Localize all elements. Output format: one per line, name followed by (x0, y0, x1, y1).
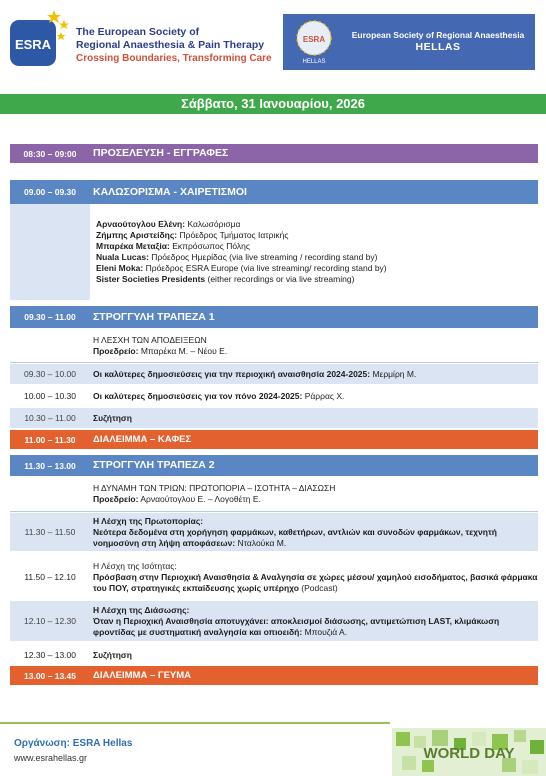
time-cell: 11.00 – 11.30 (24, 434, 76, 445)
esra-hellas-logo (283, 14, 535, 70)
world-day-logo (392, 728, 546, 776)
time-cell: 09.30 – 10.00 (10, 364, 90, 384)
talk-title: Η Λέσχη της Πρωτοπορίας: Νεότερα δεδομένα στη χορήγηση φαρμάκων, καθετήρων, αντλιών και συνοδών φαρμάκων, τεχνητή νοημοσύνη στη λήψη αποφάσεων: Νταλούκα Μ. (93, 515, 497, 548)
schedule-row-talk5 (10, 601, 538, 641)
time-cell: 12.10 – 12.30 (10, 601, 90, 641)
speaker-line: Nuala Lucas: Πρόεδρος Ημερίδας (via live streaming / recording stand by) (96, 252, 378, 262)
schedule-row-talk3 (10, 513, 538, 551)
speaker-line: Sister Societies Presidents (either recordings or via live streaming) (96, 274, 355, 284)
schedule-row-lunch-break (10, 666, 538, 685)
esra-tagline: Crossing Boundaries, Transforming Care (76, 53, 272, 64)
schedule-row-talk1 (10, 364, 538, 384)
schedule-row-discussion-2 (10, 645, 538, 665)
esra-name-line1: The European Society of (76, 26, 200, 38)
speaker-line: Eleni Moka: Πρόεδρος ESRA Europe (via live streaming/ recording stand by) (96, 263, 387, 273)
chairs-line: Προεδρείο: Μπαρέκα Μ. – Νέου Ε. (93, 346, 228, 356)
time-cell-empty (10, 477, 90, 511)
time-cell: 13.00 – 13.45 (24, 670, 76, 681)
svg-text:WORLD DAY: WORLD DAY (423, 745, 515, 762)
talk-title: Οι καλύτερες δημοσιεύσεις για τον πόνο 2024-2025: Ράρρας Χ. (93, 390, 345, 401)
round-table-1-info (10, 330, 538, 362)
talk-title: Οι καλύτερες δημοσιεύσεις για την περιοχική αναισθησία 2024-2025: Μερμίρη Μ. (93, 368, 417, 379)
session-title: ΠΡΟΣΕΛΕΥΣΗ - ΕΓΓΡΑΦΕΣ (93, 147, 229, 159)
time-cell: 09.00 – 09.30 (24, 187, 76, 197)
welcome-speakers-row (10, 204, 538, 300)
time-cell: 10.00 – 10.30 (10, 386, 90, 406)
round-table-2-info (10, 477, 538, 511)
chairs-line: Προεδρείο: Αρναούτογλου Ε. – Λογοθέτη Ε. (93, 494, 261, 504)
esra-name-line2: Regional Anaesthesia & Pain Therapy (76, 39, 265, 51)
speaker-line: Ζήμπης Αριστείδης: Πρόεδρος Τμήματος Ιατρικής (96, 230, 289, 240)
footer-organizer: Οργάνωση: ESRA Hellas (14, 738, 133, 749)
speaker-line: Μπαρέκα Μεταξία: Εκπρόσωπος Πόλης (96, 241, 251, 251)
row-divider (10, 362, 538, 363)
talk-title: Η Λέσχη της Διάσωσης: Όταν η Περιοχική Αναισθησία αποτυγχάνει: αποκλεισμοί διάσωσης, αντιμετώπιση LAST, κλιμάκωση φροντίδας με συστηματική αναλγησία και οπιοειδή: Μπουζιά Α. (93, 604, 500, 637)
round-table-subtitle: Η ΛΕΣΧΗ ΤΩΝ ΑΠΟΔΕΙΞΕΩΝ (93, 335, 207, 345)
svg-text:ESRA: ESRA (302, 35, 326, 44)
session-title: ΣΤΡΟΓΓΥΛΗ ΤΡΑΠΕΖΑ 1 (93, 310, 215, 323)
session-title: ΔΙΑΛΕΙΜΜΑ – ΓΕΥΜΑ (93, 670, 192, 681)
date-bar: Σάββατο, 31 Ιανουαρίου, 2026 (0, 94, 546, 114)
svg-text:HELLAS: HELLAS (302, 59, 326, 65)
hellas-name (345, 30, 531, 54)
schedule-row-round-table-2 (10, 455, 538, 476)
schedule-row-talk2 (10, 386, 538, 406)
welcome-speaker-list (90, 204, 538, 300)
row-divider (10, 511, 538, 512)
time-cell: 09.30 – 11.00 (24, 312, 76, 322)
time-cell: 11.30 – 13.00 (24, 460, 76, 471)
time-cell: 11.50 – 12.10 (10, 555, 90, 599)
schedule-row-welcome (10, 180, 538, 204)
speaker-line: Αρναούτογλου Ελένη: Καλωσόρισμα (96, 219, 241, 229)
hellas-name-line2: HELLAS (415, 41, 461, 53)
svg-text:ESRA: ESRA (14, 37, 52, 52)
footer-line (0, 722, 390, 724)
footer-website-link[interactable]: www.esrahellas.gr (14, 753, 88, 763)
round-table-1-details (90, 330, 538, 362)
time-cell: 10.30 – 11.00 (10, 408, 90, 428)
schedule-row-arrival (10, 144, 538, 163)
session-title: ΚΑΛΩΣΟΡΙΣΜΑ - ΧΑΙΡΕΤΙΣΜΟΙ (93, 185, 247, 198)
session-title: ΔΙΑΛΕΙΜΜΑ – ΚΑΦΕΣ (93, 434, 192, 445)
talk-title: Συζήτηση (93, 649, 132, 660)
esra-logo (8, 8, 70, 68)
time-cell-empty (10, 204, 90, 300)
time-cell-empty (10, 330, 90, 362)
esra-name (76, 26, 272, 65)
schedule-row-discussion-1 (10, 408, 538, 428)
schedule-row-talk4 (10, 555, 538, 599)
page-header (0, 0, 546, 92)
talk-title: Συζήτηση (93, 412, 132, 423)
hellas-emblem-icon (291, 18, 337, 66)
time-cell: 12.30 – 13.00 (10, 645, 90, 665)
round-table-2-details (90, 477, 538, 511)
time-cell: 11.30 – 11.50 (10, 513, 90, 551)
round-table-subtitle: Η ΔΥΝΑΜΗ ΤΩΝ ΤΡΙΩΝ: ΠΡΩΤΟΠΟΡΙΑ – ΙΣΟΤΗΤΑ – ΔΙΑΣΩΣΗ (93, 483, 336, 493)
schedule-row-round-table-1 (10, 306, 538, 328)
talk-title: Η Λέσχη της Ισότητας: Πρόσβαση στην Περιοχική Αναισθησία & Αναλγησία σε χώρες μέσου/ χαμηλού εισοδήματος, βασικά φάρμακα του ΠΟΥ, στρατηγικές εκπαίδευσης χωρίς υπέρηχο (Podcast) (93, 560, 538, 593)
hellas-name-line1: European Society of Regional Anaesthesia (351, 30, 525, 40)
session-title: ΣΤΡΟΓΓΥΛΗ ΤΡΑΠΕΖΑ 2 (93, 459, 215, 471)
schedule-row-coffee-break (10, 430, 538, 449)
time-cell: 08:30 – 09:00 (23, 148, 77, 159)
